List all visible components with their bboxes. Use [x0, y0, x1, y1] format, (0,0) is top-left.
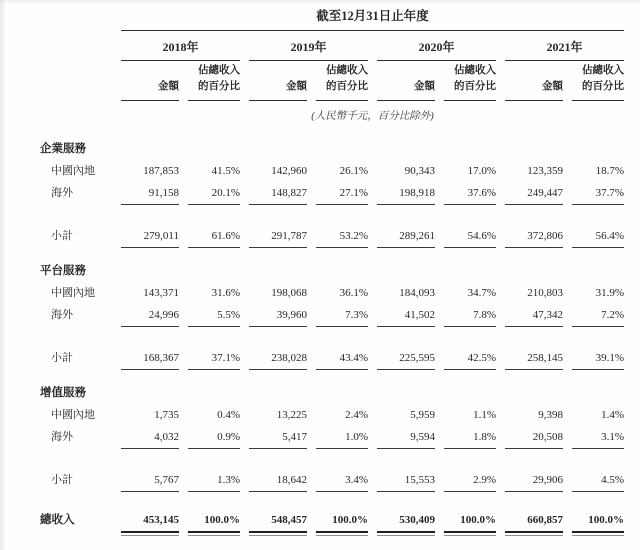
amount-cell: 20,508 [505, 426, 563, 449]
year-header-row [40, 34, 640, 61]
section-label: 平台服務 [40, 264, 86, 277]
percent-cell: 4.5% [572, 469, 624, 492]
amount-cell: 5,767 [121, 469, 179, 492]
percent-cell: 31.9% [595, 286, 624, 299]
year-header-2019: 2019年 [249, 34, 368, 61]
row-spacer [40, 327, 640, 347]
percent-cell: 2.9% [444, 469, 496, 492]
percent-cell: 53.2% [316, 225, 368, 248]
percent-cell: 0.4% [217, 408, 240, 421]
amount-cell: 279,011 [121, 225, 179, 248]
amount-header-text: 金額 [542, 81, 563, 93]
percent-cell: 37.1% [188, 347, 240, 370]
percent-cell: 1.0% [316, 426, 368, 449]
row-label: 中國內地 [51, 164, 95, 177]
amount-header [249, 63, 307, 101]
percent-cell: 34.7% [467, 286, 496, 299]
section-header-row [40, 383, 640, 404]
amount-cell: 148,827 [249, 182, 307, 205]
amount-header-text: 金額 [286, 81, 307, 93]
percent-header-line2: 的百分比 [582, 81, 624, 93]
percent-header-line2: 的百分比 [198, 81, 240, 93]
year-header-2021: 2021年 [505, 34, 624, 61]
amount-cell: 372,806 [505, 225, 563, 248]
amount-cell: 238,028 [249, 347, 307, 370]
amount-cell: 41,502 [377, 304, 435, 327]
percent-header-line2: 的百分比 [326, 81, 368, 93]
amount-cell: 13,225 [276, 408, 307, 421]
amount-cell: 660,857 [505, 509, 563, 533]
scan-edge-shade [0, 0, 640, 4]
percent-header [572, 63, 624, 101]
section-header-row [40, 139, 640, 160]
amount-cell: 143,371 [143, 286, 179, 299]
amount-cell: 291,787 [249, 225, 307, 248]
percent-cell: 0.9% [188, 426, 240, 449]
subtotal-row [40, 347, 640, 370]
row-label: 海外 [51, 308, 73, 321]
percent-cell: 1.4% [601, 408, 624, 421]
percent-cell: 100.0% [316, 509, 368, 533]
percent-cell: 61.6% [188, 225, 240, 248]
percent-cell: 31.6% [211, 286, 240, 299]
amount-cell: 249,447 [505, 182, 563, 205]
amount-cell: 91,158 [121, 182, 179, 205]
table-row [40, 160, 640, 182]
amount-cell: 123,359 [527, 164, 563, 177]
amount-cell: 225,595 [377, 347, 435, 370]
percent-header-line1: 佔總收入 [454, 65, 496, 76]
amount-cell: 187,853 [143, 164, 179, 177]
amount-cell: 5,417 [249, 426, 307, 449]
total-row [40, 509, 640, 533]
percent-cell: 27.1% [316, 182, 368, 205]
percent-cell: 39.1% [572, 347, 624, 370]
row-spacer [40, 205, 640, 225]
row-label: 中國內地 [51, 286, 95, 299]
percent-cell: 37.6% [444, 182, 496, 205]
percent-cell: 1.3% [188, 469, 240, 492]
amount-cell: 453,145 [121, 509, 179, 533]
percent-cell: 7.2% [572, 304, 624, 327]
amount-cell: 198,918 [377, 182, 435, 205]
section-header-row [40, 261, 640, 282]
column-header-row [40, 63, 640, 101]
year-header-2018: 2018年 [121, 34, 240, 61]
amount-header-text: 金額 [158, 81, 179, 93]
table-row [40, 282, 640, 304]
label-spacer [40, 63, 112, 101]
percent-cell: 3.1% [572, 426, 624, 449]
percent-header-line1: 佔總收入 [582, 65, 624, 76]
percent-cell: 3.4% [316, 469, 368, 492]
amount-cell: 4,032 [121, 426, 179, 449]
amount-header [505, 63, 563, 101]
percent-cell: 5.5% [188, 304, 240, 327]
percent-cell: 2.4% [345, 408, 368, 421]
row-label: 海外 [51, 430, 73, 443]
percent-cell: 37.7% [572, 182, 624, 205]
percent-cell: 1.1% [473, 408, 496, 421]
percent-cell: 26.1% [339, 164, 368, 177]
percent-cell: 36.1% [339, 286, 368, 299]
amount-cell: 5,959 [410, 408, 435, 421]
amount-cell: 47,342 [505, 304, 563, 327]
amount-cell: 9,594 [377, 426, 435, 449]
table-row [40, 426, 640, 449]
percent-cell: 7.3% [316, 304, 368, 327]
percent-cell: 7.8% [444, 304, 496, 327]
amount-cell: 210,803 [527, 286, 563, 299]
section-label: 企業服務 [40, 142, 86, 155]
percent-header [188, 63, 240, 101]
unit-note: (人民幣千元，百分比除外) [311, 110, 434, 122]
section-label: 增值服務 [40, 386, 86, 399]
row-label: 小計 [51, 351, 73, 364]
amount-cell: 18,642 [249, 469, 307, 492]
percent-header [316, 63, 368, 101]
percent-cell: 41.5% [211, 164, 240, 177]
percent-cell: 20.1% [188, 182, 240, 205]
row-label: 中國內地 [51, 408, 95, 421]
subtotal-row [40, 469, 640, 492]
amount-header-text: 金額 [414, 81, 435, 93]
row-label: 海外 [51, 186, 73, 199]
amount-cell: 1,735 [154, 408, 179, 421]
amount-cell: 29,906 [505, 469, 563, 492]
amount-cell: 168,367 [121, 347, 179, 370]
amount-cell: 15,553 [377, 469, 435, 492]
percent-header-line1: 佔總收入 [326, 65, 368, 76]
table-row [40, 182, 640, 205]
table-title: 截至12月31日止年度 [121, 6, 624, 31]
amount-cell: 548,457 [249, 509, 307, 533]
table-row [40, 304, 640, 327]
amount-header [121, 63, 179, 101]
percent-cell: 18.7% [595, 164, 624, 177]
row-label: 小計 [51, 229, 73, 242]
table-row [40, 404, 640, 426]
amount-cell: 530,409 [377, 509, 435, 533]
subtotal-row [40, 225, 640, 248]
amount-cell: 9,398 [538, 408, 563, 421]
scan-edge-shade [0, 0, 6, 550]
percent-cell: 43.4% [316, 347, 368, 370]
row-spacer [40, 449, 640, 469]
percent-cell: 100.0% [188, 509, 240, 533]
amount-cell: 198,068 [271, 286, 307, 299]
amount-cell: 289,261 [377, 225, 435, 248]
percent-cell: 100.0% [444, 509, 496, 533]
percent-cell: 42.5% [444, 347, 496, 370]
amount-cell: 39,960 [249, 304, 307, 327]
percent-cell: 1.8% [444, 426, 496, 449]
label-spacer [40, 34, 112, 61]
percent-cell: 54.6% [444, 225, 496, 248]
amount-cell: 90,343 [404, 164, 435, 177]
percent-cell: 56.4% [572, 225, 624, 248]
amount-header [377, 63, 435, 101]
year-header-2020: 2020年 [377, 34, 496, 61]
amount-cell: 258,145 [505, 347, 563, 370]
percent-header [444, 63, 496, 101]
percent-cell: 100.0% [572, 509, 624, 533]
percent-header-line2: 的百分比 [454, 81, 496, 93]
amount-cell: 184,093 [399, 286, 435, 299]
percent-header-line1: 佔總收入 [198, 65, 240, 76]
row-label: 小計 [51, 473, 73, 486]
row-label: 總收入 [40, 513, 75, 526]
amount-cell: 24,996 [121, 304, 179, 327]
percent-cell: 17.0% [467, 164, 496, 177]
amount-cell: 142,960 [271, 164, 307, 177]
